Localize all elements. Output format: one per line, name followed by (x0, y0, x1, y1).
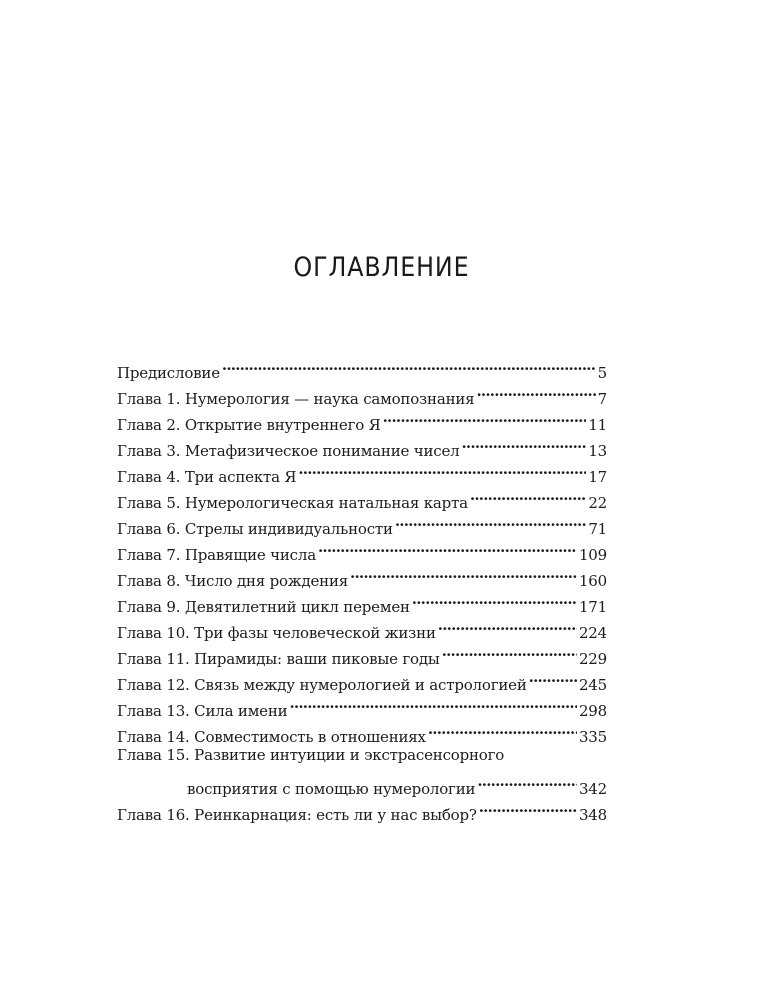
toc-entry-page: 298 (578, 702, 607, 720)
toc-entry-title: Глава 6. Стрелы индивидуальности (117, 520, 393, 538)
dot-leader (350, 560, 577, 586)
toc-entry-page: 17 (588, 468, 607, 486)
toc-entry-preface[interactable] (117, 352, 607, 382)
dot-leader (461, 430, 586, 456)
dot-leader (438, 612, 577, 638)
toc-entry-page: 5 (597, 364, 607, 382)
dot-leader (318, 534, 577, 560)
dot-leader (412, 586, 577, 612)
toc-entry-page: 7 (597, 390, 607, 408)
toc-entry-title: Предисловие (117, 364, 220, 382)
toc-entry-page: 11 (588, 416, 607, 434)
dot-leader (477, 768, 577, 794)
toc-entry-title: Глава 12. Связь между нумерологией и астрологией (117, 676, 527, 694)
toc-entry-title: Глава 8. Число дня рождения (117, 572, 349, 590)
toc-entry-title: Глава 10. Три фазы человеческой жизни (117, 624, 436, 642)
dot-leader (442, 638, 577, 664)
toc-entry-title: Глава 3. Метафизическое понимание чисел (117, 442, 460, 460)
toc-entry-title: Глава 14. Совместимость в отношениях (117, 728, 426, 746)
toc-entry-title: Глава 16. Реинкарнация: есть ли у нас выбор? (117, 806, 477, 824)
toc-entry-chapter-15[interactable] (117, 742, 607, 768)
dot-leader (476, 378, 595, 404)
dot-leader (470, 482, 586, 508)
toc-entry-title: Глава 13. Сила имени (117, 702, 288, 720)
toc-entry-page: 160 (578, 572, 607, 590)
page-title: ОГЛАВЛЕНИЕ (293, 252, 470, 283)
toc-entry-page: 245 (578, 676, 607, 694)
toc-entry-page: 22 (588, 494, 607, 512)
toc-entry-title: Глава 2. Открытие внутреннего Я (117, 416, 381, 434)
toc-entry-title: Глава 1. Нумерология — наука самопознания (117, 390, 475, 408)
dot-leader (222, 352, 596, 378)
toc-entry-page: 171 (578, 598, 607, 616)
toc-entry-page: 109 (578, 546, 607, 564)
toc-entry-title: Глава 5. Нумерологическая натальная карта (117, 494, 468, 512)
dot-leader (479, 794, 577, 820)
table-of-contents (117, 352, 607, 824)
toc-entry-title: Глава 4. Три аспекта Я (117, 468, 297, 486)
dot-leader (529, 664, 577, 690)
toc-entry-page: 348 (578, 806, 607, 824)
toc-entry-page: 13 (588, 442, 607, 460)
toc-entry-page: 342 (578, 780, 607, 798)
toc-entry-chapter-15-continuation[interactable] (117, 768, 607, 798)
toc-entry-title: Глава 9. Девятилетний цикл перемен (117, 598, 410, 616)
toc-entry-page: 335 (578, 728, 607, 746)
dot-leader (395, 508, 586, 534)
toc-entry-title: Глава 15. Развитие интуиции и экстрасенсорного (117, 746, 505, 764)
toc-entry-title: Глава 11. Пирамиды: ваши пиковые годы (117, 650, 440, 668)
dot-leader (289, 690, 577, 716)
dot-leader (298, 456, 586, 482)
toc-entry-page: 71 (588, 520, 607, 538)
toc-entry-title: Глава 7. Правящие числа (117, 546, 316, 564)
toc-entry-page: 224 (578, 624, 607, 642)
toc-entry-page: 229 (578, 650, 607, 668)
dot-leader (383, 404, 587, 430)
dot-leader (428, 716, 577, 742)
toc-entry-title-continuation: восприятия с помощью нумерологии (187, 780, 476, 798)
